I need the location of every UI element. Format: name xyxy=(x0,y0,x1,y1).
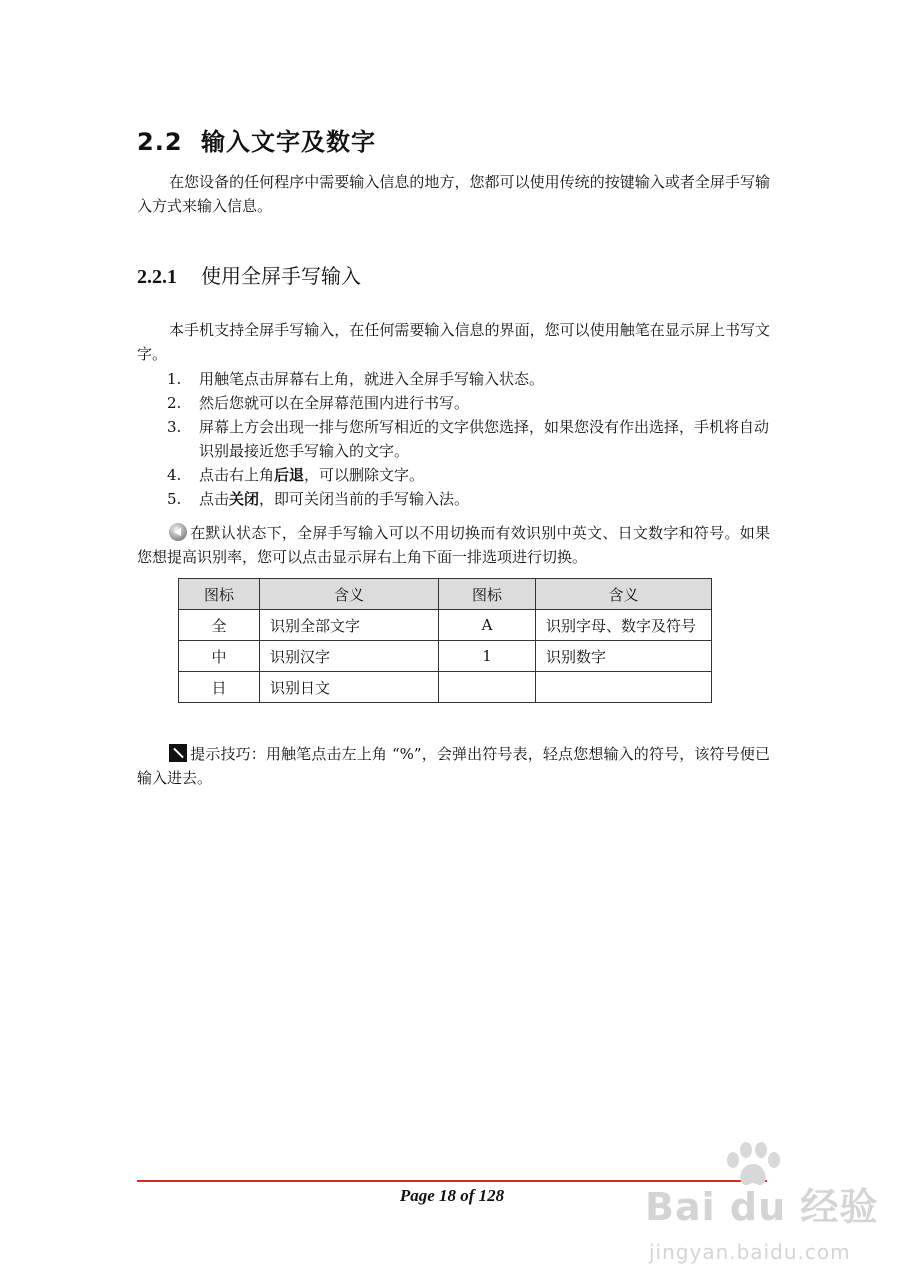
table-row xyxy=(179,672,712,703)
list-item: 3. 屏幕上方会出现一排与您所写相近的文字供您选择，如果您没有作出选择，手机将自动识别最接近您手写输入的文字。 xyxy=(167,418,770,460)
subsection-intro-paragraph: 本手机支持全屏手写输入，在任何需要输入信息的界面，您可以使用触笔在显示屏上书写文字。 xyxy=(137,321,770,363)
table-header-row xyxy=(179,579,712,610)
table-cell: 中 xyxy=(179,641,260,672)
watermark-url: jingyan.baidu.com xyxy=(649,1240,851,1264)
table-header-cell: 图标 xyxy=(179,579,260,610)
subsection-number: 2.2.1 xyxy=(137,266,177,288)
table-cell xyxy=(536,672,712,703)
table-cell: 识别全部文字 xyxy=(260,610,439,641)
table-row xyxy=(179,610,712,641)
section-number: 2.2 xyxy=(137,128,183,156)
table-cell: 全 xyxy=(179,610,260,641)
list-item: 5. 点击关闭，即可关闭当前的手写输入法。 xyxy=(167,490,470,508)
page-footer: Page 18 of 128 xyxy=(399,1186,505,1205)
table-cell: 1 xyxy=(439,641,536,672)
table-header-cell: 含义 xyxy=(260,579,439,610)
back-keyword: 后退 xyxy=(274,466,305,484)
table-header-cell: 含义 xyxy=(536,579,712,610)
section-heading xyxy=(137,122,376,157)
table-row xyxy=(179,641,712,672)
intro-paragraph: 在您设备的任何程序中需要输入信息的地方，您都可以使用传统的按键输入或者全屏手写输入方式来输入信息。 xyxy=(137,173,770,215)
input-mode-table xyxy=(178,578,712,703)
subsection-heading xyxy=(137,260,361,289)
pen-tip-icon xyxy=(169,744,187,762)
table-cell: 日 xyxy=(179,672,260,703)
table-cell: 识别汉字 xyxy=(260,641,439,672)
table-header-cell: 图标 xyxy=(439,579,536,610)
subsection-title: 使用全屏手写输入 xyxy=(201,264,361,288)
table-cell: 识别日文 xyxy=(260,672,439,703)
tip-paragraph: 提示技巧：用触笔点击左上角 “%”，会弹出符号表，轻点您想输入的符号，该符号便已输入进去。 xyxy=(137,745,770,787)
note-icon xyxy=(169,523,187,541)
table-cell: 识别字母、数字及符号 xyxy=(536,610,712,641)
baidu-watermark xyxy=(645,1142,885,1272)
section-title: 输入文字及数字 xyxy=(201,128,376,156)
watermark-logo: Bai du 经验 xyxy=(645,1185,879,1229)
note-paragraph: 在默认状态下，全屏手写输入可以不用切换而有效识别中英文、日文数字和符号。如果您想提高识别率，您可以点击显示屏右上角下面一排选项进行切换。 xyxy=(137,524,770,566)
steps-list xyxy=(137,367,770,511)
close-keyword: 关闭 xyxy=(229,490,260,508)
table-cell xyxy=(439,672,536,703)
list-item: 1. 用触笔点击屏幕右上角，就进入全屏手写输入状态。 xyxy=(167,370,545,388)
table-cell: A xyxy=(439,610,536,641)
table-cell: 识别数字 xyxy=(536,641,712,672)
list-item: 4. 点击右上角后退，可以删除文字。 xyxy=(167,466,425,484)
list-item: 2. 然后您就可以在全屏幕范围内进行书写。 xyxy=(167,394,470,412)
